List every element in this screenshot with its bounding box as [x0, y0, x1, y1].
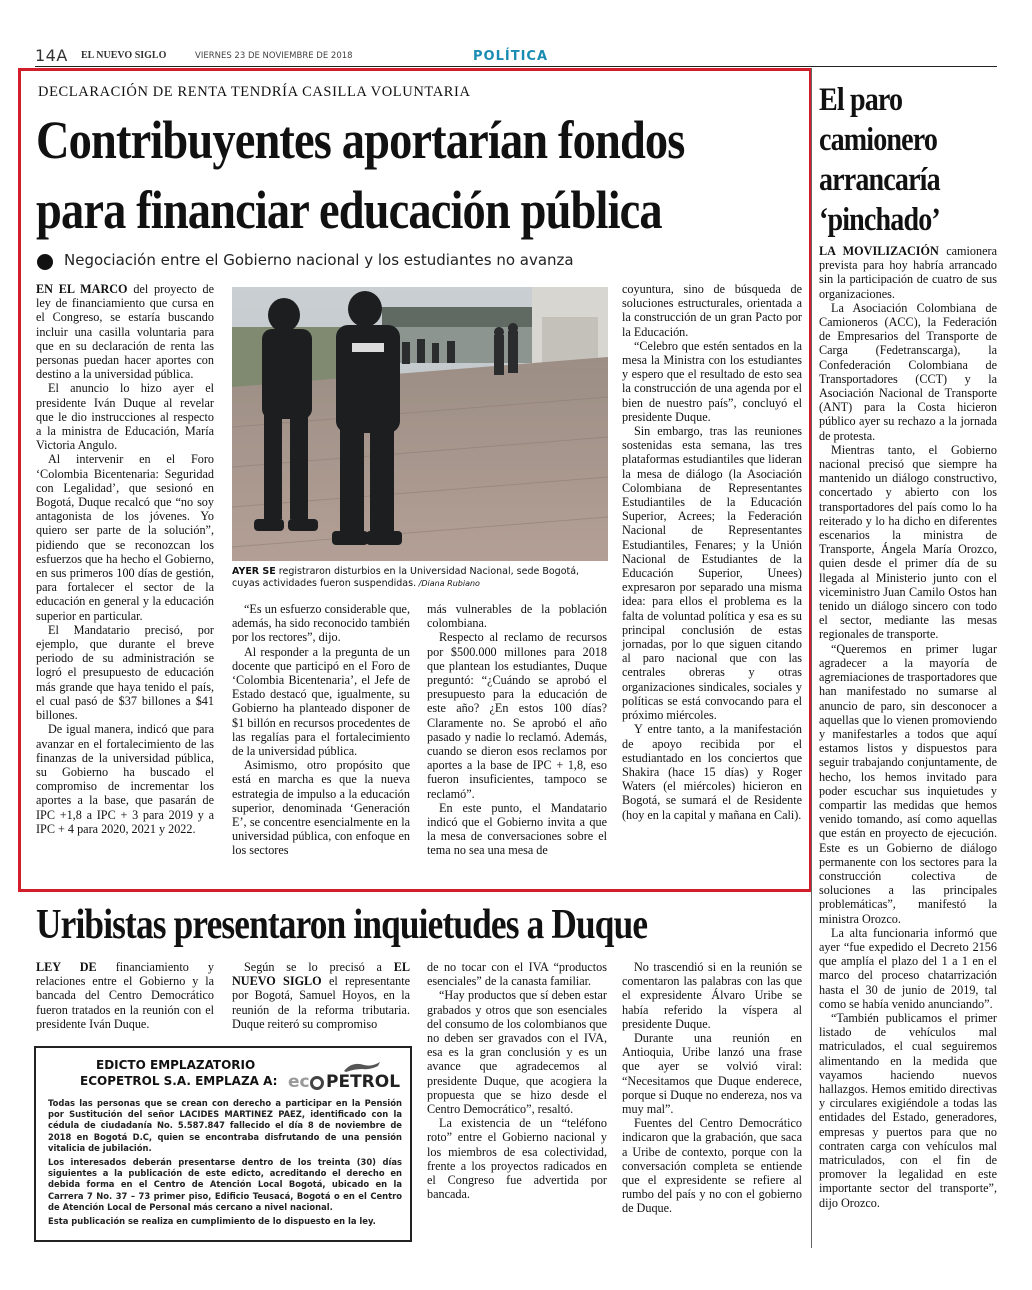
paragraph: Mientras tanto, el Gobierno nacional precisó que siempre ha mantenido un diálogo constructivo, concertado y abierto con los transportadores del país como lo ha reiterado y lo ha dicho en diferentes escenarios la ministra de Transporte, Ángela María Orozco, quien desde el primer día de su llegada al Ministerio junto con el viceministro Juan Camilo Ostos han tenido un diálogo sincero con todo el sector, mediante las mesas regionales de transporte. [819, 442, 997, 642]
paper-name: EL NUEVO SIGLO [81, 50, 167, 61]
lead-in: EN EL MARCO [36, 282, 128, 296]
side-divider [811, 68, 812, 1248]
main-headline-line1: Contribuyentes aportarían fondos [36, 110, 685, 170]
main-headline-line2: para financiar educación pública [36, 180, 662, 240]
paragraph: Respecto al reclamo de recursos por $500.000 millones para 2018 que plantean los estudiantes, Duque preguntó: “¿Cuándo se aprobó el presupuesto para la educación de este año? ¿En estos 100 días? Claramente no. Se aprobó el año pasado y nadie lo reclamó. Además, cuando se dieron esos reclamos por aportes a la base de IPC + 1,8, eso fueron insuficientes, tampoco se reclamó”. [427, 630, 607, 801]
caption-lead: AYER SE [232, 566, 276, 577]
main-col-2 [232, 602, 410, 858]
page-folio [35, 46, 997, 68]
paragraph: “Es un esfuerzo considerable que, además, ha sido reconocido también por los rectores”, dijo. [232, 602, 410, 645]
paragraph: No trascendió si en la reunión se comentaron las palabras con las que el expresidente Álvaro Uribe se había referido la víspera al presidente Duque. [622, 960, 802, 1031]
paragraph: “Queremos en primer lugar agradecer a la mayoría de agremiaciones de trasportadores que han manifestado no sumarse al anuncio de paro, sin desconocer a aquellas que lo vienen promoviendo y manifestarles a todos que aquí estamos listos y dispuestos para seguir trabajando conjuntamente, de hecho, los hemos invitado para poder escuchar sus inquietudes y compartir las medidas que hemos venido tomando, así como aquellas que están en proyecto de ejecución. Este es un Gobierno de diálogo permanente con los sectores para la construcción colectiva de soluciones a las principales problemáticas”, manifestó la ministra Orozco. [819, 641, 997, 926]
paragraph: Durante una reunión en Antioquia, Uribe lanzó una frase que ayer se volvió viral: “Necesitamos que Duque enderece, porque si Duque no endereza, nos va muy mal”. [622, 1031, 802, 1117]
issue-date: VIERNES 23 DE NOVIEMBRE DE 2018 [195, 51, 353, 61]
main-col-4 [622, 282, 802, 822]
paragraph: “Celebro que estén sentados en la mesa la Ministra con los estudiantes y espero que el resultado de esto sea la construcción de una agenda por el bien de nuestro país”, concluyó el presidente Duque. [622, 338, 802, 424]
notice-subtitle: ECOPETROL S.A. EMPLAZA A: [80, 1074, 278, 1088]
second-col-3 [427, 960, 607, 1201]
second-col-1: LEY DE financiamiento y relaciones entre el Gobierno y la bancada del Centro Democrático fueron tratados en la reunión con el presidente Iván Duque. [36, 960, 214, 1031]
lead-in: LEY DE [36, 960, 97, 974]
main-subhead: Negociación entre el Gobierno nacional y los estudiantes no avanza [64, 251, 574, 269]
paragraph: De igual manera, indicó que para avanzar en el fortalecimiento de las finanzas de la universidad pública, su Gobierno ha buscado el compromiso de incrementar los aportes a la base, que pasarán de IPC +1,8 a IPC + 3 para 2019 y a IPC + 4 para 2020, 2021 y 2022. [36, 722, 214, 836]
second-col-2: Según se lo precisó a EL NUEVO SIGLO el representante por Bogotá, Samuel Hoyos, en la reunión de la reforma tributaria. Duque reiteró su compromiso [232, 960, 410, 1031]
paragraph: El anuncio lo hizo ayer el presidente Iván Duque al revelar que le dio instrucciones al respecto a la ministra de Educación, María Victoria Angulo. [36, 381, 214, 453]
notice-body: Todas las personas que se crean con derecho a participar en la Pensión por Sustitución del señor LACIDES MARTINEZ PAEZ, identificado con la cédula de ciudadanía No. 5.587.847 fallecido el día 8 de noviembre de 2018 en Bogotá D.C, quien se encontraba disfrutando de una pensión vitalicia de jubilación. Los interesados deberán presentarse dentro de los treinta (30) días siguientes a la publicación de este edicto, acreditando el derecho en debida forma en el Centro de Atención Local Bogotá, ubicado en la Carrera 7 No. 37 – 73 primer piso, Edificio Teusacá, Bogotá o en el Centro de Atención Local de Personal más cercano a nivel nacional. Esta publicación se realiza en cumplimiento de lo dispuesto en la ley. [48, 1098, 402, 1227]
paragraph: El Mandatario precisó, por ejemplo, que durante el breve periodo de su administración se logró el presupuesto de educación más grande que haya tenido el país, el cual pasó de $37 billones a $41 billones. [36, 622, 214, 723]
paragraph: coyuntura, sino de búsqueda de soluciones estructurales, orientada a la construcción de un gran Pacto por la Educación. [622, 282, 802, 339]
paragraph: Asimismo, otro propósito que está en marcha es que la nueva estrategia de impulso a la educación superior, denominada ‘Generación E’, se concentre esencialmente en la universidad pública, con enfoque en los sectores [232, 758, 410, 858]
subhead-bullet [37, 254, 53, 270]
paragraph: “Hay productos que sí deben estar grabados y otros que son esenciales del consumo de los colombianos que no deben ser gravados con el IVA, esa es la gran conclusión y es un avance que agradecemos al presidente Duque, que acogiera la propuesta que se hizo desde el Centro Democrático”, resaltó. [427, 988, 607, 1117]
caption-text: registraron disturbios en la Universidad Nacional, sede Bogotá, cuyas actividades fueron suspendidas. [232, 566, 580, 589]
legal-notice [34, 1046, 412, 1242]
photo-caption [232, 566, 608, 590]
paragraph: Al intervenir en el Foro ‘Colombia Bicentenaria: Seguridad con Legalidad’, que sesionó en Bogotá, Duque recalcó que “no soy antagonista de los jóvenes. Yo quiero ser parte de la solución”, pidiendo que se reconozcan los esfuerzos que ha hecho el Gobierno, en sus primeros 100 días de gestión, para fortalecer el sector de la educación en general y la educación superior en particular. [36, 452, 214, 623]
paragraph: “También publicamos el primer listado de vehículos mal matriculados, el cual seguiremos alimentando en la medida que vayamos haciendo nuevos hallazgos. Hemos emitido directivas y circulares exigiéndole a todas las entidades del Estado, generadores, empresas y puertos para que no contraten carga con vehículos mal matriculados, con el fin de promover la legalidad en este importante sector del transporte”, dijo Orozco. [819, 1010, 997, 1210]
page-number: 14A [35, 46, 68, 65]
ecopetrol-logo: ec PETROL [288, 1058, 398, 1094]
paragraph: más vulnerables de la población colombiana. [427, 602, 607, 631]
protest-photo [232, 287, 608, 561]
photo-credit: /Diana Rubiano [416, 579, 480, 588]
paragraph: La Asociación Colombiana de Camioneros (ACC), la Federación de Empresarios del Transporte de Carga (Fedetranscarga), la Confederación Colombiana de Transportadores (CCT) y la Asociación Nacional de Transporte (ANT) para la Costa hicieron público ayer su rechazo a la jornada de protesta. [819, 300, 997, 443]
section-title: POLÍTICA [473, 49, 549, 64]
paragraph: La existencia de un “teléfono roto” entre el Gobierno nacional y los miembros de esa colectividad, frente a los proyectos radicados en el Congreso fue advertida por bancada. [427, 1116, 607, 1202]
main-kicker: DECLARACIÓN DE RENTA TENDRÍA CASILLA VOLUNTARIA [38, 84, 471, 100]
folio-rule [35, 66, 997, 67]
paragraph: Fuentes del Centro Democrático indicaron que la grabación, que saca a Uribe de contexto, porque con la conversación completa se entiende que el expresidente se refiere al rumbo del país y no con el gobierno de Duque. [622, 1116, 802, 1216]
side-headline: El paro camionero arrancaría ‘pinchado’ [819, 82, 940, 238]
lead-in: LA MOVILIZACIÓN [819, 244, 939, 258]
side-body: LA MOVILIZACIÓN camionera prevista para hoy habría arrancado sin la participación de cuatro de sus organizaciones. La Asociación Colombiana de Camioneros (ACC), la Federación de Empresarios del Transporte de Carga (Fedetranscarga), la Confederación Colombiana de Transportadores (CCT) y la Asociación Nacional de Transporte (ANT) para la Costa hicieron público ayer su rechazo a la jornada de protesta. Mientras tanto, el Gobierno nacional precisó que siempre ha mantenido un diálogo constructivo, concertado y abierto con los transportadores del país como lo ha reiterado y lo ha dicho en diferentes escenarios la ministra de Transporte, Ángela María Orozco, quien desde el primer día de su llegada al Ministerio junto con el viceministro Juan Camilo Ostos han tenido un diálogo sincero con todo el sector, mediante las mesas regionales de transporte. “Queremos en primer lugar agradecer a la mayoría de agremiaciones de trasportadores que han manifestado no sumarse al anuncio de paro, sin desconocer a aquellas que lo vienen promoviendo y manifestarles a todos que aquí estamos listos y dispuestos para seguir trabajando conjuntamente, de hecho, los hemos invitado para poder escuchar sus inquietudes y compartir las medidas que hemos venido tomando, así como aquellas que están en proyecto de ejecución. Este es un Gobierno de diálogo permanente con los sectores para la construcción colectiva de soluciones a las principales problemáticas”, manifestó la ministra Orozco. La alta funcionaria informó que ayer “fue expedido el Decreto 2156 que amplía el plazo del 1 a 1 en el marco del proceso chatarrización hasta el 30 de junio de 2019, tal como se había venido anunciando”. “También publicamos el primer listado de vehículos mal matriculados, el cual seguiremos alimentando en la medida que vayamos haciendo nuevos hallazgos. Hemos emitido directivas y circulares exigiéndole a todas las entidades del Estado, generadores, empresas y puertos para que no contraten carga con vehículos mal matriculados, con el fin de promover la legalidad en este importante sector del transporte”, dijo Orozco. [819, 244, 997, 1210]
paragraph: Y entre tanto, a la manifestación de apoyo recibida por el estudiantado en los conciertos que Shakira (hace 15 días) y Roger Waters (el miércoles) hicieron en Bogotá, se sumará el de Residente (hoy en la capital y mañana en Cali). [622, 722, 802, 822]
paragraph: Al responder a la pregunta de un docente que participó en el Foro de ‘Colombia Bicentenaria’, el Jefe de Estado destacó que, igualmente, su Gobierno ha planteado disponer de $1 billón en recursos procedentes de las regalías para el fortalecimiento de la universidad pública. [232, 644, 410, 759]
main-col-1: EN EL MARCO del proyecto de ley de financiamiento que cursa en el Congreso, se estaría buscando incluir una casilla voluntaria para que en su declaración de renta las personas puedan hacer aportes con destino a la universidad pública. El anuncio lo hizo ayer el presidente Iván Duque al revelar que le dio instrucciones al respecto a la ministra de Educación, María Victoria Angulo. Al intervenir en el Foro ‘Colombia Bicentenaria: Seguridad con Legalidad’, que sesionó en Bogotá, Duque recalcó que “no soy antagonista de los jóvenes. Yo quiero ser parte de la solución”, pidiendo que se reconozcan los esfuerzos que ha hecho el Gobierno, en sus primeros 100 días de gestión, para fortalecer el sector de la educación en general y la educación superior en particular. El Mandatario precisó, por ejemplo, que durante el breve periodo de su administración se logró el presupuesto de educación más grande que haya tenido el país, el cual pasó de $37 billones a $41 billones. De igual manera, indicó que para avanzar en el fortalecimiento de las finanzas de la universidad pública, su Gobierno ha buscado el compromiso de incrementar los aportes a la base, que pasarán de IPC +1,8 a IPC + 3 para 2019 y a IPC + 4 para 2020, 2021 y 2022. [36, 282, 214, 836]
second-headline: Uribistas presentaron inquietudes a Duque [36, 902, 648, 948]
main-col-3 [427, 602, 607, 858]
logo-o-icon [310, 1076, 324, 1090]
paragraph: En este punto, el Mandatario indicó que el Gobierno invita a que la mesa de conversaciones sobre el tema no sea una mesa de [427, 800, 607, 858]
iguana-icon [342, 1058, 382, 1072]
notice-title: EDICTO EMPLAZATORIO [96, 1058, 256, 1072]
paragraph: de no tocar con el IVA “productos esenciales” de la canasta familiar. [427, 960, 607, 989]
paragraph: Sin embargo, tras las reuniones sostenidas esta semana, las tres plataformas estudiantiles que lideran la mesa de diálogo (la Asociación Colombiana de Representantes Estudiantiles de la Educación Superior, Acrees; la Federación Nacional de Representantes Estudiantiles, Fenares; y la Unión Nacional de Estudiantes de la Educación Superior, Unees) expresaron por separado una misma idea: para ellos el problema es la falta de voluntad política y esa es su principal conclusión de estas jornadas, por lo que siguen citando al paro nacional que con las centrales obreras y otras organizaciones sindicales, sociales y políticas se está convocando para el próximo miércoles. [622, 424, 802, 723]
second-col-4 [622, 960, 802, 1216]
paragraph: La alta funcionaria informó que ayer “fue expedido el Decreto 2156 que amplía el plazo del 1 a 1 en el marco del proceso chatarrización hasta el 30 de junio de 2019, tal como se había venido anunciando”. [819, 925, 997, 1011]
